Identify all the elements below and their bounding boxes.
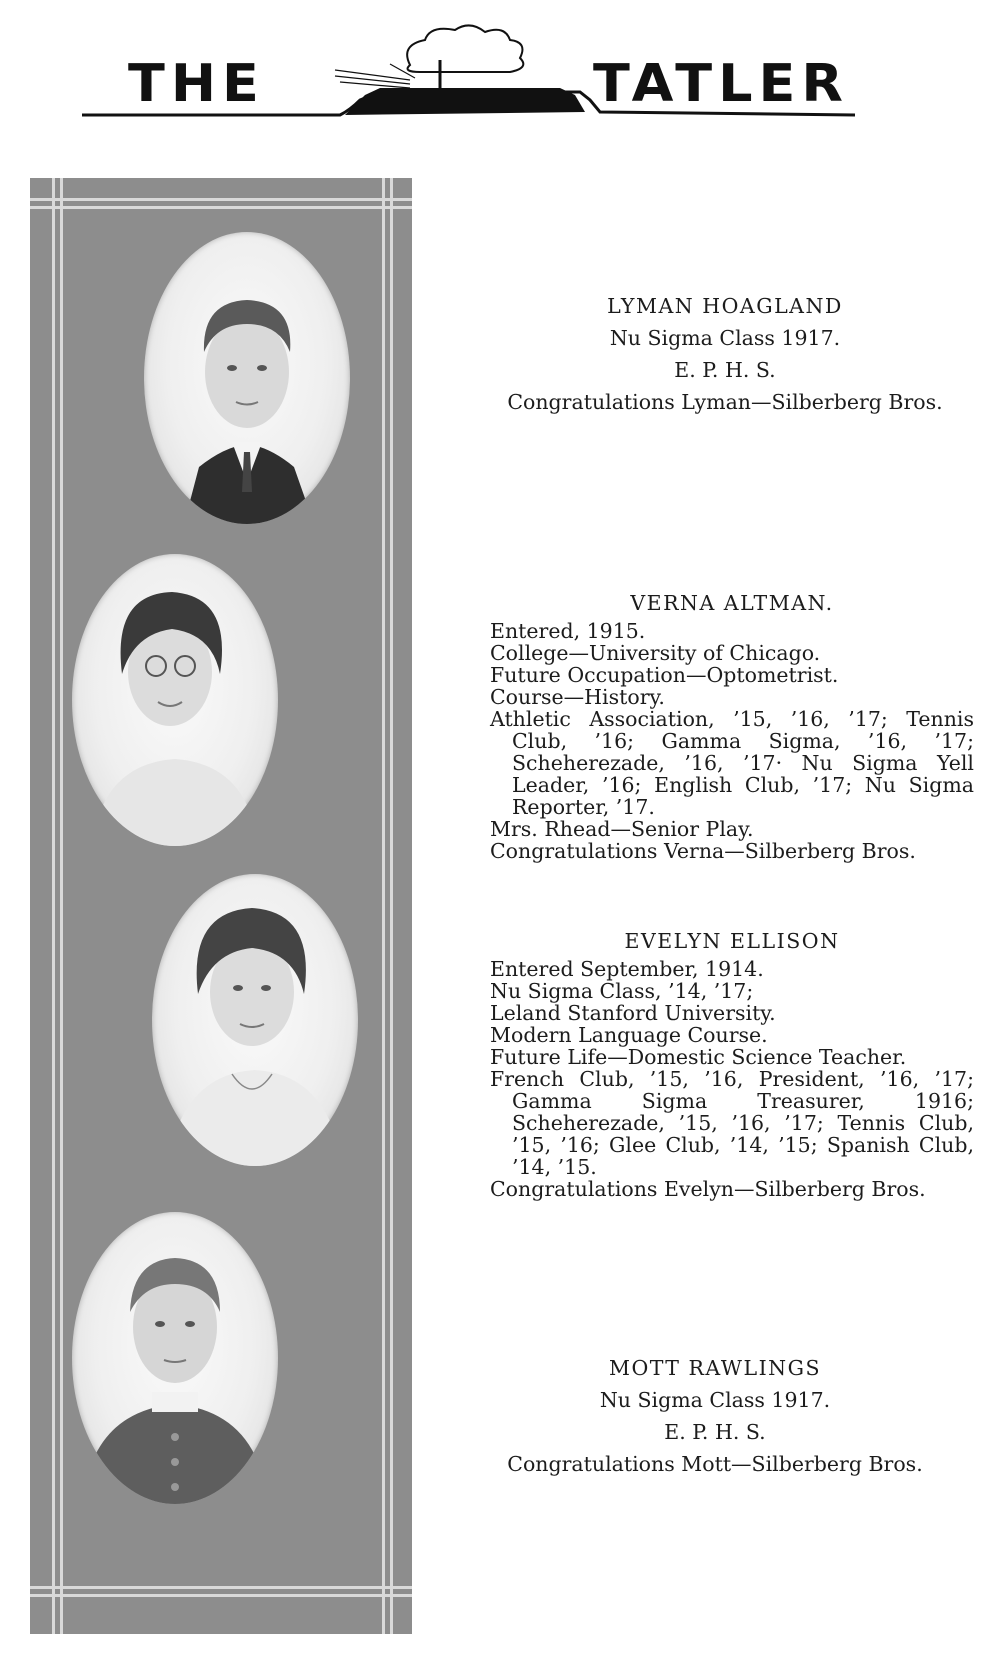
entry-line: E. P. H. S. [664,1420,766,1444]
entry-line: Congratulations Mott—Silberberg Bros. [507,1452,923,1476]
entry-line: Nu Sigma Class 1917. [599,1388,831,1412]
entry-line: Leland Stanford University. [490,1001,776,1025]
portrait-mott-rawlings [72,1212,278,1504]
entry-line: Athletic Association, ’15, ’16, ’17; Tennis Club, ’16; Gamma Sigma, ’16, ’17; Scheherezade, ’16, ’17· Nu Sigma Yell Leader, ’16; English Club, ’17; Nu Sigma Reporter, ’17. [490,707,974,819]
entry-line: Course—History. [490,685,665,709]
header-word-tatler: TATLER [593,53,849,114]
portrait-lyman-hoagland [144,232,350,524]
entry-line: Entered, 1915. [490,619,646,643]
strip-border-line [60,178,63,1634]
entry-line: Congratulations Verna—Silberberg Bros. [490,839,916,863]
entry-line: E. P. H. S. [674,358,776,382]
entry-line: Future Occupation—Optometrist. [490,663,839,687]
header-word-the: THE [128,53,265,114]
entry-mott-rawlings [470,1357,960,1475]
entry-line: Entered September, 1914. [490,957,764,981]
entry-line: Future Life—Domestic Science Teacher. [490,1045,907,1069]
entry-line: Congratulations Lyman—Silberberg Bros. [507,390,943,414]
strip-border-line [30,1594,412,1597]
strip-border-line [30,198,412,201]
entry-line: French Club, ’15, ’16, President, ’16, ’17; Gamma Sigma Treasurer, 1916; Scheherezade, ’15, ’16, ’17; Tennis Club, ’15, ’16; Glee Club, ’14, ’15; Spanish Club, ’14, ’15. [490,1067,974,1179]
entry-name: MOTT RAWLINGS [608,1356,822,1380]
entry-line: Congratulations Evelyn—Silberberg Bros. [490,1177,926,1201]
strip-border-line [382,178,385,1634]
strip-border-line [52,178,55,1634]
entry-line: Nu Sigma Class 1917. [609,326,841,350]
entry-evelyn-ellison [490,930,974,1200]
photo-strip [30,178,412,1634]
portrait-verna-altman [72,554,278,846]
entry-line: Mrs. Rhead—Senior Play. [490,817,754,841]
entry-name: LYMAN HOAGLAND [607,294,843,318]
entry-line: Nu Sigma Class, ’14, ’17; [490,979,754,1003]
strip-border-line [30,206,412,209]
entry-line: Modern Language Course. [490,1023,768,1047]
entry-name: EVELYN ELLISON [624,929,840,953]
entry-lyman-hoagland [480,295,970,413]
entry-name: VERNA ALTMAN. [630,591,834,615]
entry-line: College—University of Chicago. [490,641,821,665]
strip-border-line [390,178,393,1634]
page-header [0,0,1000,140]
strip-border-line [30,1586,412,1589]
entry-verna-altman [490,592,974,862]
portrait-evelyn-ellison [152,874,358,1166]
